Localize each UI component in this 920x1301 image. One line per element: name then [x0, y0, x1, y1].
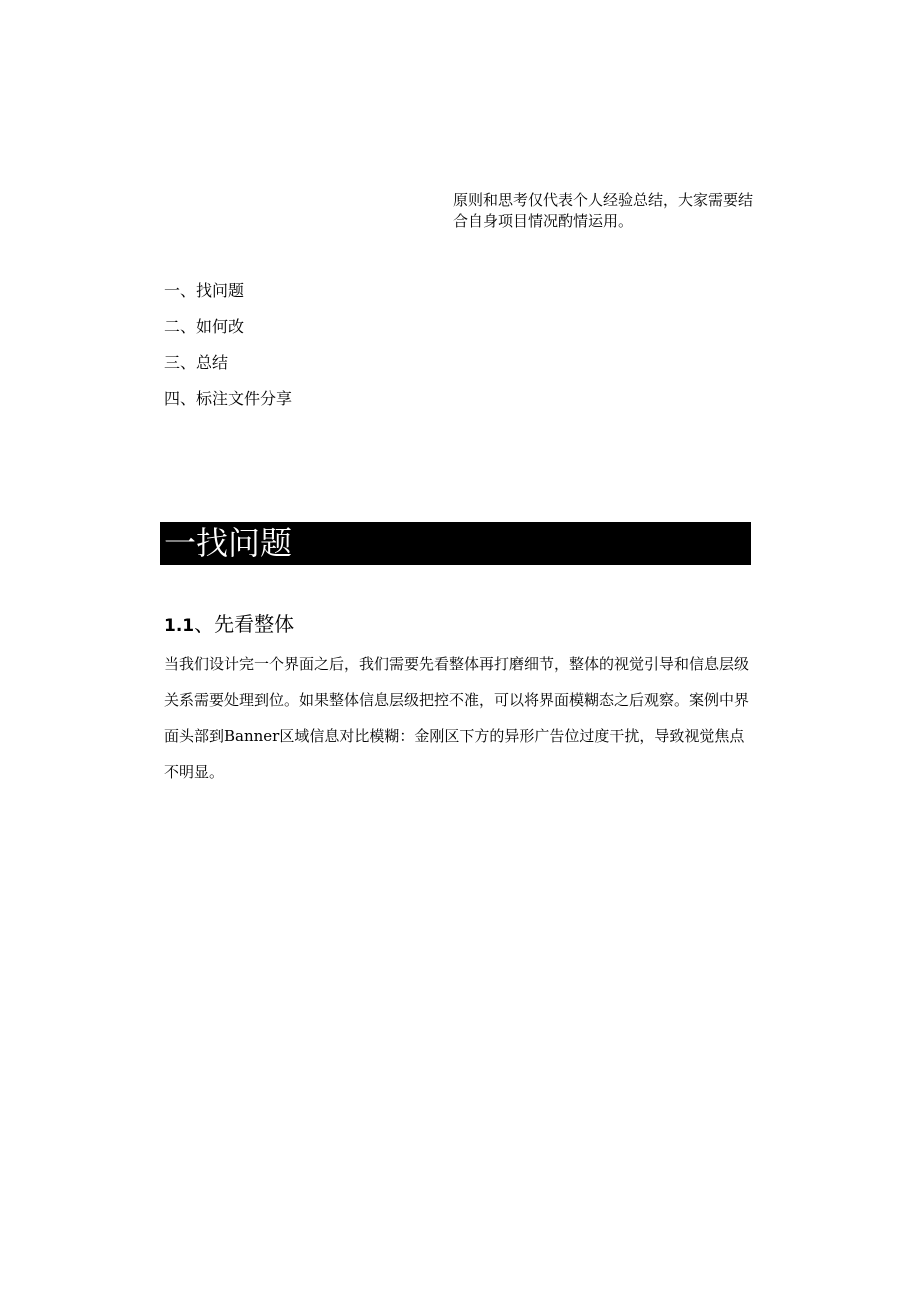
table-of-contents [164, 280, 292, 424]
section-header-bar [160, 522, 751, 565]
toc-item-find-problems[interactable]: 一、找问题 [164, 281, 245, 300]
toc-item-how-to-fix[interactable]: 二、如何改 [164, 317, 245, 336]
toc-item-file-share[interactable]: 四、标注文件分享 [164, 389, 293, 408]
subsection-number: 1.1 [164, 616, 195, 636]
subsection-separator: 、 [194, 612, 215, 636]
body-paragraph: 当我们设计完一个界面之后，我们需要先看整体再打磨细节，整体的视觉引导和信息层级关系需要处理到位。如果整体信息层级把控不准，可以将界面模糊态之后观察。案例中界面头部到Banner区域信息对比模糊：金刚区下方的异形广告位过度干扰，导致视觉焦点不明显。 [164, 655, 750, 781]
subsection-heading [164, 610, 294, 640]
toc-item-summary[interactable]: 三、总结 [164, 353, 229, 372]
subsection-title: 先看整体 [214, 612, 295, 636]
intro-note: 原则和思考仅代表个人经验总结，大家需要结合自身项目情况酌情运用。 [453, 191, 754, 230]
section-title: 一找问题 [164, 524, 293, 562]
